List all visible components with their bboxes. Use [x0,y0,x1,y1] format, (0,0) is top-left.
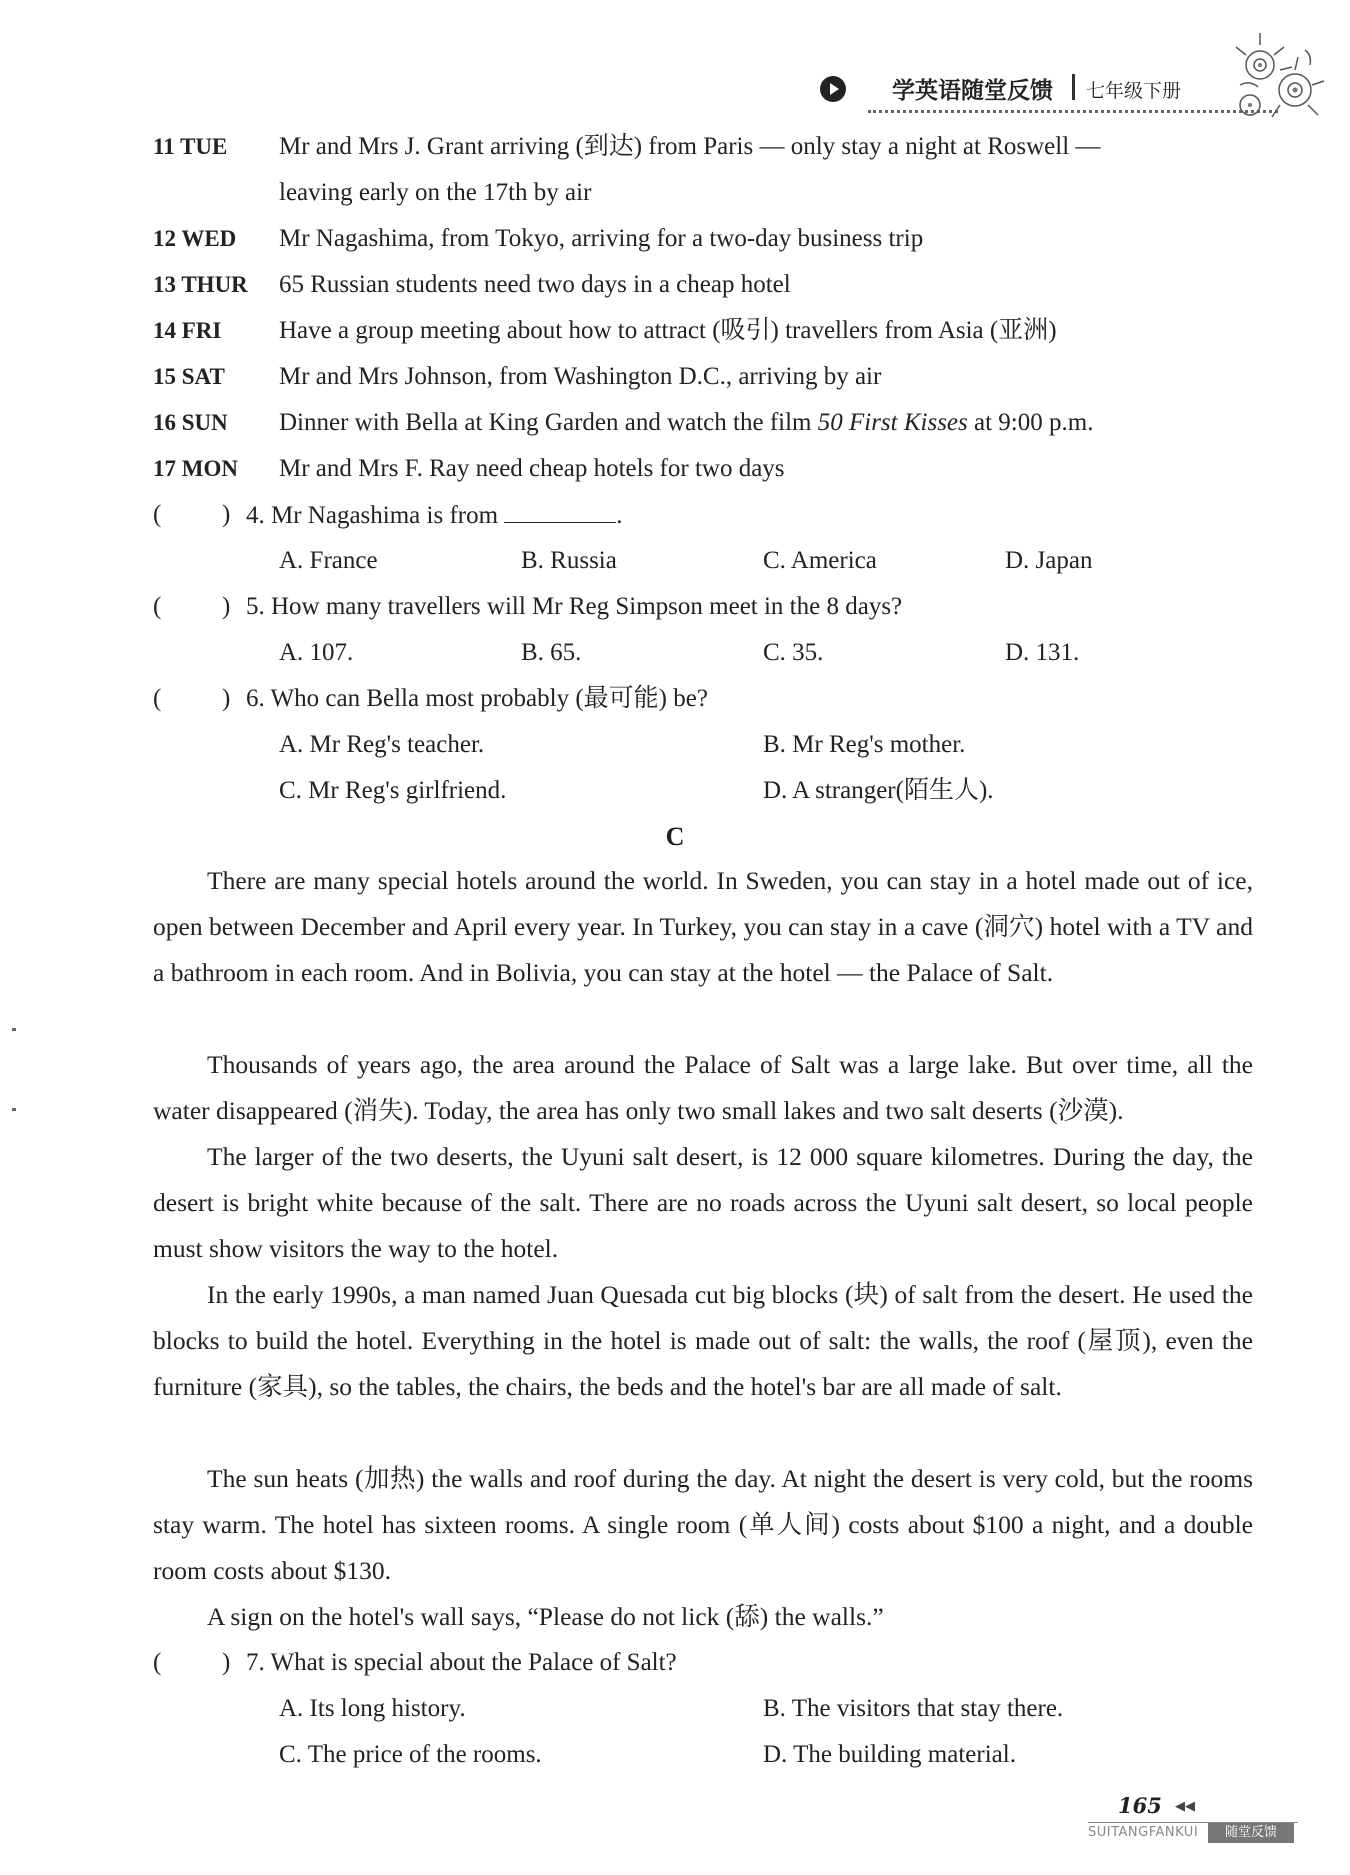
question-stem: 7. What is special about the Palace of Salt? [246,1649,677,1676]
answer-paren-close: ) [222,593,231,620]
flower-ornament-icon [1220,25,1330,135]
option-d[interactable]: D. The building material. [763,1741,1016,1768]
answer-paren-open: ( [153,501,162,528]
entry-text: at 9:00 p.m. [967,409,1094,436]
margin-mark [12,1108,16,1111]
answer-paren-close: ) [222,1649,231,1676]
passage-paragraph: In the early 1990s, a man named Juan Quesada cut big blocks (块) of salt from the desert. He used the blocks to build the hotel. Everything in the hotel is made out of salt: the walls, the roof (屋顶), even the furniture (家具), so the tables, the chairs, the beds and the hotel's bar are all made of salt. [153,1280,1253,1401]
schedule-entry: Mr and Mrs F. Ray need cheap hotels for two days [279,455,785,482]
option-b[interactable]: B. The visitors that stay there. [763,1695,1064,1722]
answer-paren-open: ( [153,1649,162,1676]
question-stem: 5. How many travellers will Mr Reg Simpson meet in the 8 days? [246,593,903,620]
option-a[interactable]: A. 107. [279,639,354,666]
passage-paragraph: There are many special hotels around the world. In Sweden, you can stay in a hotel made out of ice, open between December and April every year. In Turkey, you can stay in a cave (洞穴) hotel with a TV and a bathroom in each room. And in Bolivia, you can stay at the hotel — the Palace of Salt. [153,866,1253,987]
footer-badge: 随堂反馈 [1208,1823,1294,1843]
schedule-entry [279,408,1093,438]
footer-bar [1088,1822,1298,1845]
answer-paren-close: ) [222,501,231,528]
schedule-day: 12 WED [153,226,237,251]
book-subtitle: 七年级下册 [1086,80,1182,102]
option-d[interactable]: D. A stranger(陌生人). [763,777,994,804]
book-title: 学英语随堂反馈 [892,78,1053,104]
footer-pinyin: SUITANGFANKUI [1088,1825,1199,1840]
option-c[interactable]: C. Mr Reg's girlfriend. [279,777,507,804]
header-divider [1072,74,1075,100]
schedule-day: 13 THUR [153,272,248,297]
passage-paragraph: The sun heats (加热) the walls and roof during the day. At night the desert is very cold, but the rooms stay warm. The hotel has sixteen rooms. A single room (单人间) costs about $100 a night, and a double room costs about $130. [153,1464,1253,1585]
option-c[interactable]: C. America [763,547,877,574]
question-stem [246,500,623,531]
option-d[interactable]: D. Japan [1005,547,1093,574]
option-d[interactable]: D. 131. [1005,639,1080,666]
schedule-day: 15 SAT [153,364,225,389]
header-dotted-rule [868,110,1278,113]
schedule-day: 16 SUN [153,410,228,435]
schedule-entry: Have a group meeting about how to attract (吸引) travellers from Asia (亚洲) [279,317,1057,344]
answer-paren-open: ( [153,593,162,620]
answer-paren-open: ( [153,685,162,712]
passage-paragraph: The larger of the two deserts, the Uyuni salt desert, is 12 000 square kilometres. During the day, the desert is bright white because of the salt. There are no roads across the Uyuni salt desert, so local people must show visitors the way to the hotel. [153,1142,1253,1263]
schedule-day: 17 MON [153,456,238,481]
answer-blank[interactable] [504,500,616,523]
option-a[interactable]: A. Its long history. [279,1695,466,1722]
page-header [820,70,1260,110]
margin-mark [12,1028,16,1031]
option-b[interactable]: B. Mr Reg's mother. [763,731,966,758]
option-c[interactable]: C. 35. [763,639,824,666]
question-stem-text: 4. Mr Nagashima is from [246,502,499,529]
passage-paragraph: Thousands of years ago, the area around the Palace of Salt was a large lake. But over time, all the water disappeared (消失). Today, the area has only two small lakes and two salt deserts (沙漠). [153,1050,1253,1125]
option-b[interactable]: B. Russia [521,547,617,574]
play-icon [820,76,846,102]
schedule-day: 11 TUE [153,134,228,159]
option-a[interactable]: A. France [279,547,378,574]
schedule-entry: Mr and Mrs Johnson, from Washington D.C., arriving by air [279,363,882,390]
schedule-day: 14 FRI [153,318,222,343]
question-stem: 6. Who can Bella most probably (最可能) be? [246,685,708,712]
schedule-entry: 65 Russian students need two days in a cheap hotel [279,271,791,298]
passage-paragraph: A sign on the hotel's wall says, “Please do not lick (舔) the walls.” [207,1602,884,1631]
section-title: C [665,822,685,851]
film-title: 50 First Kisses [817,409,968,436]
schedule-entry: Mr Nagashima, from Tokyo, arriving for a two-day business trip [279,225,924,252]
schedule-entry: Mr and Mrs J. Grant arriving (到达) from Paris — only stay a night at Roswell — [279,133,1101,160]
answer-paren-close: ) [222,685,231,712]
option-c[interactable]: C. The price of the rooms. [279,1741,542,1768]
back-arrows-icon: ◀◀ [1175,1798,1195,1813]
schedule-entry: leaving early on the 17th by air [279,179,592,206]
entry-text: Dinner with Bella at King Garden and watch the film [279,409,818,436]
option-a[interactable]: A. Mr Reg's teacher. [279,731,485,758]
option-b[interactable]: B. 65. [521,639,582,666]
question-stem-tail: . [616,502,623,529]
page-number: 165 [1118,1793,1162,1818]
